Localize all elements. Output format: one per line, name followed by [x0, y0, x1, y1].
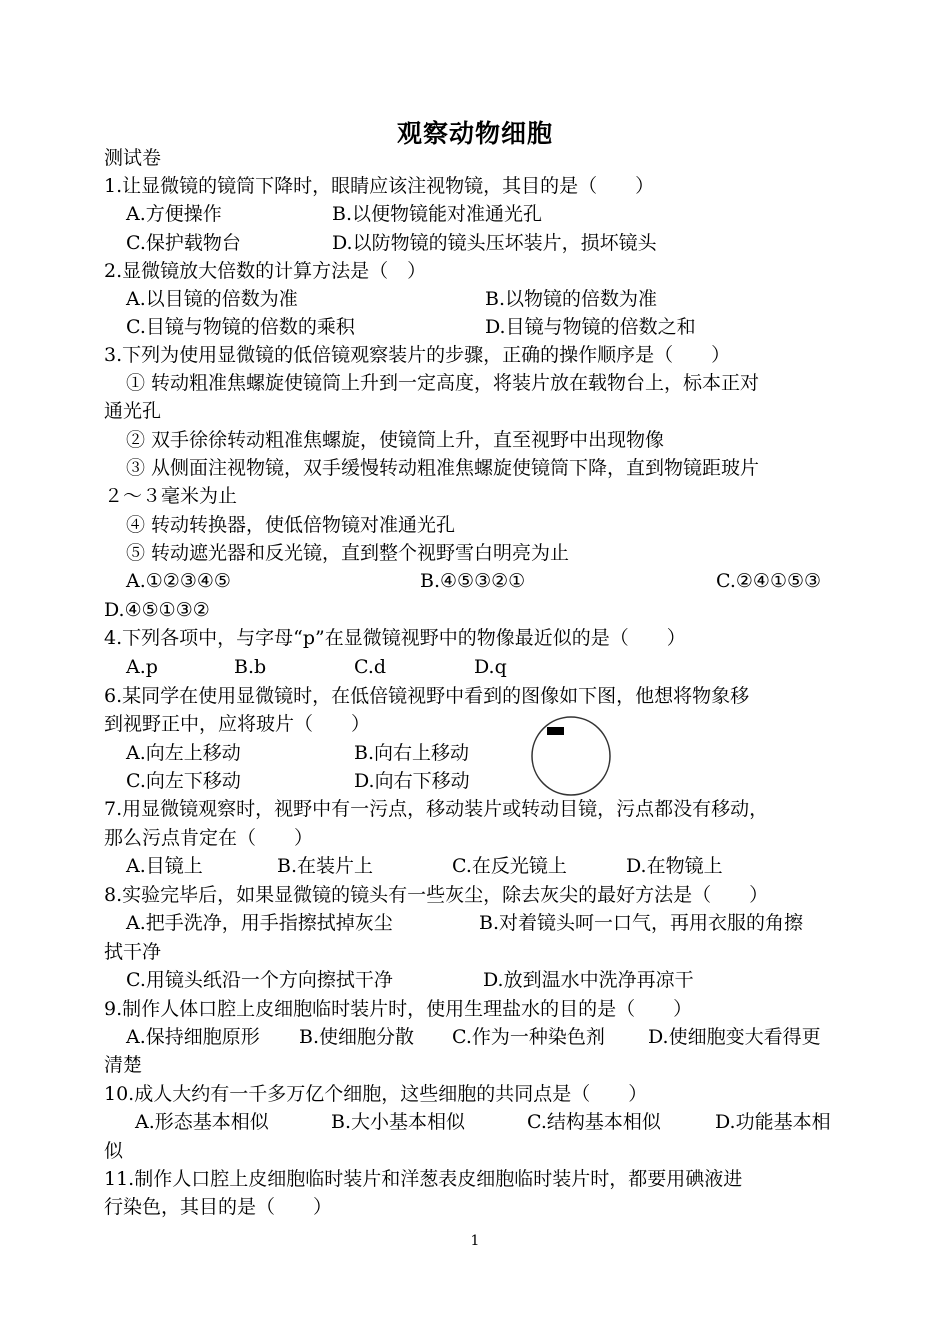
q8-option-a: A.把手洗净，用手指擦拭掉灰尘 [126, 912, 393, 934]
q2-stem: 2.显微镜放大倍数的计算方法是（ ） [104, 260, 427, 282]
q6-option-d: D.向右下移动 [354, 770, 470, 792]
q2-option-c: C.目镜与物镜的倍数的乘积 [126, 316, 355, 338]
q9-option-d-cont: 清楚 [104, 1054, 143, 1076]
q3-step4: ④ 转动转换器，使低倍物镜对准通光孔 [126, 514, 456, 536]
q8-option-d: D.放到温水中洗净再凉干 [483, 969, 694, 991]
document-subtitle: 测试卷 [104, 147, 162, 169]
q8-stem: 8.实验完毕后，如果显微镜的镜头有一些灰尘，除去灰尖的最好方法是（ ） [104, 884, 769, 906]
q4-option-b: B.b [234, 656, 267, 678]
q10-option-d-cont: 似 [104, 1140, 124, 1162]
q9-option-d: D.使细胞变大看得更 [648, 1026, 821, 1048]
q4-option-c: C.d [354, 656, 387, 678]
q3-option-b: B.④⑤③②① [420, 570, 526, 592]
q3-option-d: D.④⑤①③② [104, 599, 210, 621]
q1-option-c: C.保护载物台 [126, 232, 241, 254]
q10-option-d: D.功能基本相 [715, 1111, 831, 1133]
q7-option-a: A.目镜上 [126, 855, 203, 877]
q3-stem: 3.下列为使用显微镜的低倍镜观察装片的步骤，正确的操作顺序是（ ） [104, 344, 731, 366]
q1-option-d: D.以防物镜的镜头压坏装片，损坏镜头 [332, 232, 657, 254]
q4-stem: 4.下列各项中，与字母“p”在显微镜视野中的物像最近似的是（ ） [104, 627, 686, 649]
q6-option-b: B.向右上移动 [354, 742, 470, 764]
q1-stem: 1.让显微镜的镜筒下降时，眼睛应该注视物镜，其目的是（ ） [104, 175, 655, 197]
q4-option-d: D.q [474, 656, 507, 678]
q6-stem: 6.某同学在使用显微镜时，在低倍镜视野中看到的图像如下图，他想将物象移 [104, 685, 750, 707]
field-of-view-circle [532, 717, 610, 795]
q4-option-a: A.p [126, 656, 158, 678]
page-number: 1 [470, 1233, 480, 1249]
q6-option-c: C.向左下移动 [126, 770, 241, 792]
q6-option-a: A.向左上移动 [126, 742, 241, 764]
q1-option-b: B.以便物镜能对准通光孔 [332, 203, 543, 225]
q3-step3: ③ 从侧面注视物镜，双手缓慢转动粗准焦螺旋使镜筒下降，直到物镜距玻片 [126, 457, 760, 479]
q9-option-a: A.保持细胞原形 [126, 1026, 260, 1048]
q9-option-b: B.使细胞分散 [299, 1026, 415, 1048]
q7-option-d: D.在物镜上 [626, 855, 723, 877]
q7-stem: 7.用显微镜观察时，视野中有一污点，移动装片或转动目镜，污点都没有移动， [104, 798, 769, 820]
q3-step3-cont: ２～３毫米为止 [104, 485, 238, 507]
specimen-mark [547, 727, 564, 735]
q3-step1-cont: 通光孔 [104, 400, 162, 422]
q3-option-c: C.②④①⑤③ [716, 570, 822, 592]
q3-step5: ⑤ 转动遮光器和反光镜，直到整个视野雪白明亮为止 [126, 542, 570, 564]
q2-option-a: A.以目镜的倍数为准 [126, 288, 298, 310]
q1-option-a: A.方便操作 [126, 203, 222, 225]
q10-option-c: C.结构基本相似 [527, 1111, 661, 1133]
q11-stem-cont: 行染色，其目的是（ ） [104, 1196, 333, 1218]
q9-option-c: C.作为一种染色剂 [452, 1026, 605, 1048]
q8-option-b: B.对着镜头呵一口气，再用衣服的角擦 [479, 912, 804, 934]
q8-option-b-cont: 拭干净 [104, 941, 162, 963]
q9-stem: 9.制作人体口腔上皮细胞临时装片时，使用生理盐水的目的是（ ） [104, 998, 693, 1020]
q7-option-b: B.在装片上 [277, 855, 374, 877]
microscope-field-figure [530, 715, 614, 799]
q3-step1: ① 转动粗准焦螺旋使镜筒上升到一定高度，将装片放在载物台上，标本正对 [126, 372, 760, 394]
q6-stem-cont: 到视野正中，应将玻片（ ） [104, 713, 371, 735]
q10-option-a: A.形态基本相似 [135, 1111, 269, 1133]
q7-stem-cont: 那么污点肯定在（ ） [104, 827, 314, 849]
document-title: 观察动物细胞 [396, 119, 553, 148]
q8-option-c: C.用镜头纸沿一个方向擦拭干净 [126, 969, 393, 991]
q2-option-b: B.以物镜的倍数为准 [485, 288, 658, 310]
q10-option-b: B.大小基本相似 [331, 1111, 466, 1133]
q7-option-c: C.在反光镜上 [452, 855, 567, 877]
q3-step2: ② 双手徐徐转动粗准焦螺旋，使镜筒上升，直至视野中出现物像 [126, 429, 665, 451]
q10-stem: 10.成人大约有一千多万亿个细胞，这些细胞的共同点是（ ） [104, 1083, 648, 1105]
q2-option-d: D.目镜与物镜的倍数之和 [485, 316, 696, 338]
q11-stem: 11.制作人口腔上皮细胞临时装片和洋葱表皮细胞临时装片时，都要用碘液进 [104, 1168, 743, 1190]
q3-option-a: A.①②③④⑤ [126, 570, 231, 592]
